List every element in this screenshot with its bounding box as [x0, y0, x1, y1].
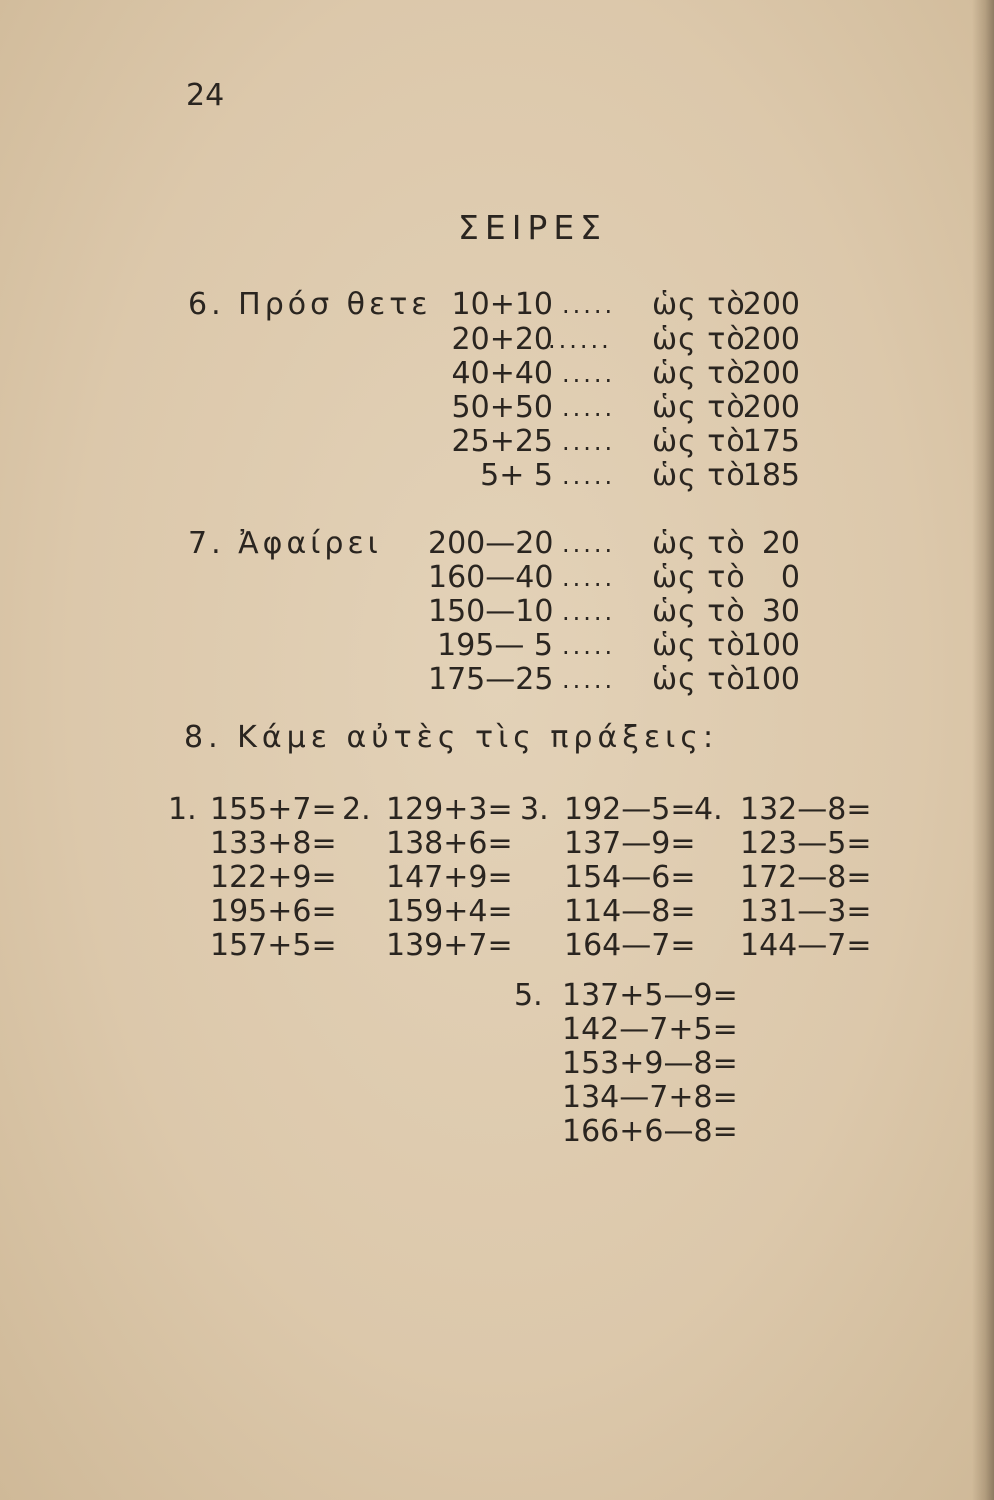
problem: 154—6=	[564, 860, 696, 895]
problem: 164—7=	[564, 928, 696, 963]
problem: 147+9=	[386, 860, 513, 895]
problem: 139+7=	[386, 928, 513, 963]
problem: 144—7=	[740, 928, 872, 963]
s6-dots: ......	[548, 326, 612, 354]
section6-label: 6. Πρόσ θετε	[188, 287, 432, 322]
s6-expr: 20+20	[451, 322, 553, 357]
problem: 132—8=	[740, 792, 872, 827]
group1-number: 1.	[168, 792, 197, 827]
s6-target: 200	[742, 356, 800, 391]
group2-number: 2.	[342, 792, 371, 827]
s6-dots: .....	[562, 291, 616, 319]
s7-dots: .....	[562, 666, 616, 694]
s6-dots: .....	[562, 394, 616, 422]
s6-expr: 25+25	[451, 424, 553, 459]
s6-as: ὡς τὸ	[652, 390, 746, 425]
problem: 122+9=	[210, 860, 337, 895]
problem: 131—3=	[740, 894, 872, 929]
s7-target: 100	[742, 628, 800, 663]
section8-title: 8. Κάμε αὐτὲς τὶς πράξεις:	[184, 720, 719, 755]
s7-target: 0	[780, 560, 800, 595]
group4-number: 4.	[694, 792, 723, 827]
s7-target: 100	[742, 662, 800, 697]
s7-as: ὡς τὸ	[652, 526, 746, 561]
group5-number: 5.	[514, 978, 543, 1013]
s6-target: 200	[742, 390, 800, 425]
s7-target: 20	[761, 526, 800, 561]
s7-as: ὡς τὸ	[652, 560, 746, 595]
problem: 192—5=	[564, 792, 696, 827]
s6-dots: .....	[562, 462, 616, 490]
problem: 195+6=	[210, 894, 337, 929]
problem: 129+3=	[386, 792, 513, 827]
problem: 138+6=	[386, 826, 513, 861]
s6-expr: 40+40	[451, 356, 553, 391]
s7-as: ὡς τὸ	[652, 594, 746, 629]
s7-expr: 175—25	[428, 662, 554, 697]
page-title: ΣΕΙΡΕΣ	[458, 208, 608, 247]
problem: 172—8=	[740, 860, 872, 895]
s7-dots: .....	[562, 530, 616, 558]
s7-expr: 200—20	[428, 526, 554, 561]
s6-dots: .....	[562, 428, 616, 456]
problem: 137—9=	[564, 826, 696, 861]
s6-target: 175	[742, 424, 800, 459]
s6-as: ὡς τὸ	[652, 287, 746, 322]
s6-as: ὡς τὸ	[652, 424, 746, 459]
problem: 133+8=	[210, 826, 337, 861]
s6-target: 200	[742, 287, 800, 322]
problem: 155+7=	[210, 792, 337, 827]
problem: 137+5—9=	[562, 978, 738, 1013]
s6-as: ὡς τὸ	[652, 458, 746, 493]
page-number: 24	[186, 78, 225, 113]
s7-expr: 160—40	[428, 560, 554, 595]
s6-dots: .....	[562, 360, 616, 388]
s7-dots: .....	[562, 632, 616, 660]
s7-dots: .....	[562, 598, 616, 626]
problem: 114—8=	[564, 894, 696, 929]
problem: 134—7+8=	[562, 1080, 738, 1115]
problem: 159+4=	[386, 894, 513, 929]
problem: 123—5=	[740, 826, 872, 861]
group3-number: 3.	[520, 792, 549, 827]
s6-as: ὡς τὸ	[652, 322, 746, 357]
problem: 157+5=	[210, 928, 337, 963]
page-edge-shadow	[972, 0, 994, 1500]
s6-as: ὡς τὸ	[652, 356, 746, 391]
s7-dots: .....	[562, 564, 616, 592]
s7-as: ὡς τὸ	[652, 662, 746, 697]
s6-expr: 50+50	[451, 390, 553, 425]
s7-expr: 150—10	[428, 594, 554, 629]
s6-target: 185	[742, 458, 800, 493]
s7-target: 30	[761, 594, 800, 629]
s7-as: ὡς τὸ	[652, 628, 746, 663]
section7-label: 7. Ἀφαίρει	[188, 526, 382, 561]
s7-expr: 195— 5	[437, 628, 553, 663]
s6-expr: 5+ 5	[480, 458, 553, 493]
problem: 153+9—8=	[562, 1046, 738, 1081]
s6-target: 200	[742, 322, 800, 357]
s6-expr: 10+10	[451, 287, 553, 322]
problem: 142—7+5=	[562, 1012, 738, 1047]
problem: 166+6—8=	[562, 1114, 738, 1149]
